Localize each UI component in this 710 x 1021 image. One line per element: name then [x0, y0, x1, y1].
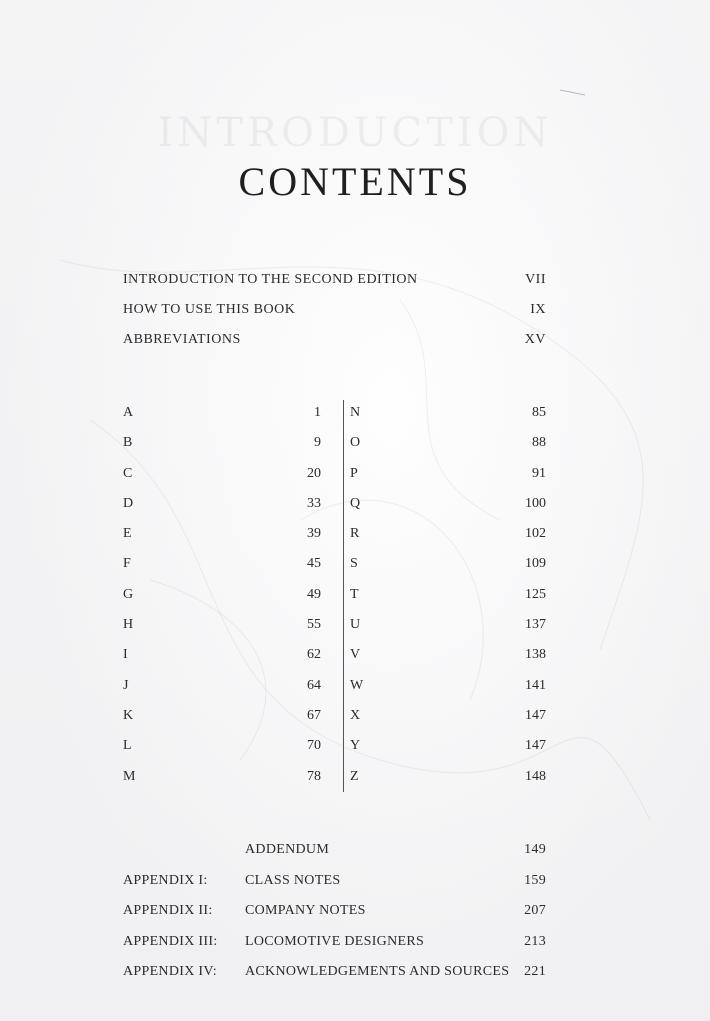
- appendix-title: COMPANY NOTES: [245, 903, 366, 918]
- letter-page: 147: [525, 738, 546, 754]
- letter-page: 70: [307, 738, 321, 754]
- letter-page: 39: [307, 526, 321, 542]
- letter-page: 109: [525, 556, 546, 572]
- letter-row[interactable]: [350, 433, 546, 463]
- letter-row[interactable]: [123, 554, 321, 584]
- letter-row[interactable]: [123, 494, 321, 524]
- appendix-row[interactable]: [123, 901, 546, 932]
- letter-row[interactable]: [350, 403, 546, 433]
- letter-row[interactable]: [350, 615, 546, 645]
- letter: H: [123, 617, 134, 633]
- appendix-page: 213: [524, 933, 546, 949]
- letter: O: [350, 435, 361, 451]
- appendix-page: 159: [524, 872, 546, 888]
- front-matter-row[interactable]: [123, 330, 546, 360]
- appendix-row[interactable]: [123, 871, 546, 902]
- letter: B: [123, 435, 133, 451]
- letter-page: 138: [525, 647, 546, 663]
- letter: Q: [350, 495, 361, 511]
- letter-row[interactable]: [123, 464, 321, 494]
- letter-column-left: [123, 403, 321, 797]
- appendix-title: ADDENDUM: [245, 842, 330, 857]
- front-matter-list: [123, 270, 546, 360]
- appendix-title: ACKNOWLEDGEMENTS AND SOURCES: [245, 964, 510, 979]
- appendix-row[interactable]: [123, 840, 546, 871]
- entry-page: IX: [530, 302, 546, 317]
- letter: Y: [350, 738, 361, 754]
- appendix-page: 221: [524, 964, 546, 979]
- letter: K: [123, 707, 134, 723]
- letter-row[interactable]: [350, 524, 546, 554]
- letter: W: [350, 677, 364, 693]
- letter: J: [123, 677, 129, 693]
- ghost-heading: INTRODUCTION: [157, 110, 553, 156]
- letter-page: 67: [307, 707, 321, 723]
- entry-label: INTRODUCTION TO THE SECOND EDITION: [123, 272, 418, 287]
- entry-label: ABBREVIATIONS: [123, 332, 241, 347]
- appendix-title: LOCOMOTIVE DESIGNERS: [245, 933, 425, 949]
- letter-row[interactable]: [350, 494, 546, 524]
- entry-page: VII: [525, 272, 546, 287]
- letter: Z: [350, 768, 359, 784]
- front-matter-row[interactable]: [123, 300, 546, 330]
- letter-row[interactable]: [123, 585, 321, 615]
- letter-page: 88: [532, 435, 546, 451]
- letter-page: 20: [307, 465, 321, 481]
- letter-page: 137: [525, 617, 546, 633]
- letter: G: [123, 586, 134, 602]
- appendix-page: 149: [524, 842, 546, 857]
- appendix-id: APPENDIX II:: [123, 903, 213, 918]
- letter-row[interactable]: [350, 464, 546, 494]
- appendix-page: 207: [524, 903, 546, 918]
- letter-row[interactable]: [350, 736, 546, 766]
- letter-page: 91: [532, 465, 546, 481]
- entry-label: HOW TO USE THIS BOOK: [123, 302, 296, 317]
- letter: X: [350, 707, 361, 723]
- letter-page: 1: [314, 405, 321, 420]
- letter-page: 148: [525, 768, 546, 784]
- letter-row[interactable]: [123, 615, 321, 645]
- letter-page: 147: [525, 707, 546, 723]
- letter: T: [350, 586, 359, 602]
- appendix-row[interactable]: [123, 962, 546, 993]
- letter-page: 64: [307, 677, 321, 693]
- page-title: CONTENTS: [238, 159, 472, 204]
- letter-page: 125: [525, 586, 546, 602]
- letter-row[interactable]: [123, 767, 321, 797]
- letter-row[interactable]: [123, 433, 321, 463]
- letter-page: 85: [532, 405, 546, 420]
- letter-row[interactable]: [350, 645, 546, 675]
- letter-page: 102: [525, 526, 546, 542]
- letter: M: [123, 768, 136, 784]
- letter: R: [350, 526, 360, 542]
- letter-row[interactable]: [350, 706, 546, 736]
- letter-row[interactable]: [350, 585, 546, 615]
- letter: L: [123, 738, 132, 754]
- letter-row[interactable]: [350, 767, 546, 797]
- letter-page: 141: [525, 677, 546, 693]
- letter-page: 45: [307, 556, 321, 572]
- letter: E: [123, 526, 132, 542]
- letter: I: [123, 647, 128, 663]
- letter-row[interactable]: [123, 706, 321, 736]
- letter-page: 9: [314, 435, 321, 451]
- letter-page: 62: [307, 647, 321, 663]
- letter-row[interactable]: [123, 645, 321, 675]
- letter-column-right: [350, 403, 546, 797]
- letter: C: [123, 465, 133, 481]
- letter-row[interactable]: [123, 403, 321, 433]
- letter-row[interactable]: [350, 554, 546, 584]
- letter-row[interactable]: [123, 524, 321, 554]
- appendix-row[interactable]: [123, 932, 546, 963]
- letter-row[interactable]: [123, 676, 321, 706]
- appendix-id: APPENDIX I:: [123, 872, 208, 888]
- letter: P: [350, 465, 358, 481]
- letter: D: [123, 495, 134, 511]
- front-matter-row[interactable]: [123, 270, 546, 300]
- column-divider: [343, 400, 344, 792]
- letter-page: 78: [307, 768, 321, 784]
- entry-page: XV: [524, 332, 546, 347]
- letter-page: 55: [307, 617, 321, 633]
- appendix-id: APPENDIX III:: [123, 933, 218, 949]
- letter-page: 33: [307, 495, 321, 511]
- letter-page: 49: [307, 586, 321, 602]
- letter-page: 100: [525, 495, 546, 511]
- letter: F: [123, 556, 131, 572]
- letter: V: [350, 647, 361, 663]
- letter-row[interactable]: [123, 736, 321, 766]
- letter-row[interactable]: [350, 676, 546, 706]
- appendix-id: APPENDIX IV:: [123, 964, 217, 979]
- appendix-title: CLASS NOTES: [245, 872, 341, 888]
- letter: N: [350, 405, 361, 420]
- letter: U: [350, 617, 361, 633]
- appendix-list: [123, 840, 546, 993]
- letter: S: [350, 556, 358, 572]
- letter: A: [123, 405, 134, 420]
